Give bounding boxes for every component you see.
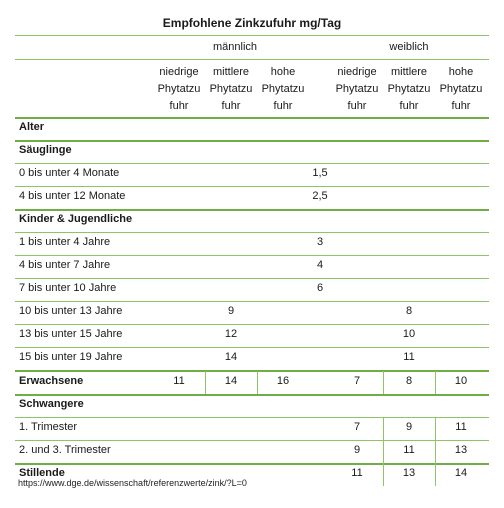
row-label: 0 bis unter 4 Monate [19, 167, 120, 179]
row-label: 4 bis unter 7 Jahre [19, 259, 111, 271]
column-separator [435, 463, 436, 486]
column-separator [205, 371, 206, 394]
value-cell: 8 [405, 375, 413, 387]
value-cell: 11 [455, 421, 467, 433]
value-cell: 6 [316, 282, 324, 294]
value-cell-male: 12 [224, 328, 238, 340]
row-label: 1. Trimester [19, 421, 78, 433]
row-label: 10 bis unter 13 Jahre [19, 305, 123, 317]
subheader-male-high: hohe Phytatzu fuhr [261, 66, 305, 112]
value-cell: 14 [224, 375, 238, 387]
source-url: https://www.dge.de/wissenschaft/referenzwerte/zink/?L=0 [18, 478, 247, 488]
value-cell: 3 [316, 236, 324, 248]
value-cell: 10 [454, 375, 468, 387]
column-separator [383, 371, 384, 394]
divider [15, 278, 489, 279]
divider [15, 417, 489, 418]
subheader-female-mid: mittlere Phytatzu fuhr [387, 66, 431, 112]
divider [15, 186, 489, 187]
value-cell: 1,5 [312, 167, 328, 179]
divider [15, 140, 489, 142]
row-label-kinder: Kinder & Jugendliche [19, 213, 133, 225]
row-label: 4 bis unter 12 Monate [19, 190, 126, 202]
divider [15, 440, 489, 441]
divider [15, 59, 489, 60]
subheader-female-low: niedrige Phytatzu fuhr [335, 66, 379, 112]
row-label-alter: Alter [19, 121, 45, 133]
row-label: 13 bis unter 15 Jahre [19, 328, 123, 340]
row-label-schwangere: Schwangere [19, 398, 84, 410]
row-label-erwachsene: Erwachsene [19, 375, 84, 387]
value-cell-female: 8 [405, 305, 413, 317]
value-cell-female: 10 [402, 328, 416, 340]
subheader-female-high: hohe Phytatzu fuhr [439, 66, 483, 112]
value-cell: 7 [353, 375, 361, 387]
row-label: 15 bis unter 19 Jahre [19, 351, 123, 363]
column-separator [383, 463, 384, 486]
value-cell: 7 [353, 421, 361, 433]
divider [15, 370, 489, 372]
value-cell: 11 [173, 375, 185, 387]
divider [15, 35, 489, 36]
value-cell: 14 [454, 467, 468, 479]
divider [15, 163, 489, 164]
value-cell: 13 [454, 444, 468, 456]
value-cell: 9 [405, 421, 413, 433]
value-cell-male: 14 [224, 351, 238, 363]
divider [15, 324, 489, 325]
value-cell: 11 [403, 444, 415, 456]
group-female: weiblich [389, 41, 429, 53]
divider [15, 117, 489, 119]
value-cell: 13 [402, 467, 416, 479]
value-cell: 16 [276, 375, 290, 387]
table-title: Empfohlene Zinkzufuhr mg/Tag [162, 16, 342, 30]
value-cell: 2,5 [312, 190, 328, 202]
row-label-saeuglinge: Säuglinge [19, 144, 72, 156]
divider [15, 347, 489, 348]
value-cell: 9 [353, 444, 361, 456]
column-separator [257, 371, 258, 394]
row-label: 2. und 3. Trimester [19, 444, 111, 456]
value-cell-male: 9 [227, 305, 235, 317]
subheader-male-mid: mittlere Phytatzu fuhr [209, 66, 253, 112]
value-cell: 11 [351, 467, 363, 479]
value-cell-female: 11 [403, 351, 415, 363]
value-cell: 4 [316, 259, 324, 271]
row-label: 1 bis unter 4 Jahre [19, 236, 111, 248]
row-label: 7 bis unter 10 Jahre [19, 282, 117, 294]
divider [15, 255, 489, 256]
group-male: männlich [212, 41, 258, 53]
column-separator [435, 371, 436, 394]
subheader-male-low: niedrige Phytatzu fuhr [157, 66, 201, 112]
divider [15, 394, 489, 396]
row-label-stillende: Stillende [19, 467, 65, 479]
divider [15, 232, 489, 233]
divider [15, 301, 489, 302]
